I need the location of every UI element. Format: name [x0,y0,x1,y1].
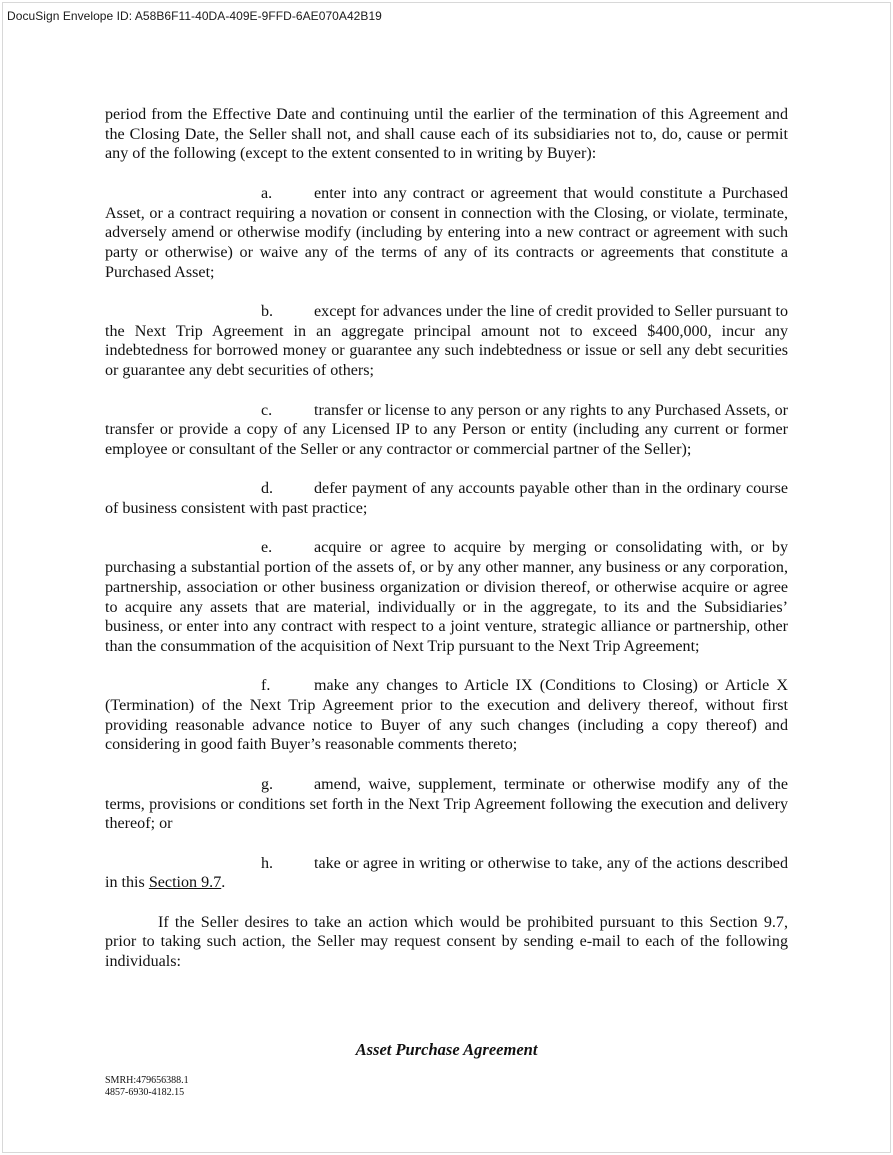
clause-marker: c. [261,401,273,419]
clause-d [105,479,788,518]
docusign-envelope-id: DocuSign Envelope ID: A58B6F11-40DA-409E-9FFD-6AE070A42B19 [7,9,382,23]
clause-marker: d. [261,480,274,498]
clause-c [105,401,788,460]
clause-text: acquire or agree to acquire by merging or consolidating with, or by purchasing a substantial portion of the assets of, or by any other manner, any business or any corporation, partnership, association or other business organization or division thereof, or otherwise acquire or agree to acquire any assets that are material, individually or in the aggregate, to its and the Subsidiaries’ business, or enter into any contract with respect to a joint venture, strategic alliance or partnership, other than the consummation of the acquisition of Next Trip pursuant to the Next Trip Agreement; [105,539,788,655]
clause-text: make any changes to Article IX (Conditions to Closing) or Article X (Termination) of the Next Trip Agreement prior to the execution and delivery thereof, without first providing reasonable advance notice to Buyer of any such changes (including a copy thereof) and considering in good faith Buyer’s reasonable comments thereto; [105,677,788,754]
clause-text: defer payment of any accounts payable other than in the ordinary course of business consistent with past practice; [105,480,788,517]
doc-id-number: 4857-6930-4182.15 [105,1087,185,1098]
clause-e [105,538,788,656]
clause-marker: g. [261,775,274,793]
doc-id-smrh: SMRH:479656388.1 [105,1075,189,1086]
clause-h [105,854,788,893]
clause-text: enter into any contract or agreement that would constitute a Purchased Asset, or a contract requiring a novation or consent in connection with the Closing, or violate, terminate, adversely amend or otherwise modify (including by entering into a new contract or agreement with such party or otherwise) or waive any of the terms of any of its contracts or agreements that constitute a Purchased Asset; [105,184,788,281]
clause-marker: h. [261,854,274,872]
clause-marker: a. [261,184,273,202]
intro-paragraph: period from the Effective Date and continuing until the earlier of the termination of this Agreement and the Closing Date, the Seller shall not, and shall cause each of its subsidiaries not to, do, cause or permit any of the following (except to the extent consented to in writing by Buyer): [105,106,788,163]
clause-text: amend, waive, supplement, terminate or otherwise modify any of the terms, provisions or conditions set forth in the Next Trip Agreement following the execution and delivery thereof; or [105,775,788,833]
clause-b [105,302,788,381]
clause-text: take or agree in writing or otherwise to take, any of the actions described in this [105,854,788,892]
clause-marker: e. [261,539,273,557]
closing-paragraph: If the Seller desires to take an action which would be prohibited pursuant to this Section 9.7, prior to taking such action, the Seller may request consent by sending e-mail to each of the following individuals: [105,913,788,971]
footer-title: Asset Purchase Agreement [355,1040,538,1059]
section-reference-link[interactable]: Section 9.7 [148,874,222,892]
clause-text: except for advances under the line of credit provided to Seller pursuant to the Next Trip Agreement in an aggregate principal amount not to exceed $400,000, incur any indebtedness for borrowed money or guarantee any such indebtedness or issue or sell any debt securities or guarantee any debt securities of others; [105,303,788,380]
clause-g [105,775,788,834]
clause-marker: f. [261,677,271,695]
clause-text: transfer or license to any person or any rights to any Purchased Assets, or transfer or provide a copy of any Licensed IP to any Person or entity (including any current or former employee or consultant of the Seller or any contractor or commercial partner of the Seller); [105,401,788,458]
clause-a [105,184,788,283]
document-body [105,105,788,991]
clause-f [105,676,788,755]
document-ids [105,1075,189,1099]
clause-marker: b. [261,303,274,320]
clause-end: . [221,874,226,892]
